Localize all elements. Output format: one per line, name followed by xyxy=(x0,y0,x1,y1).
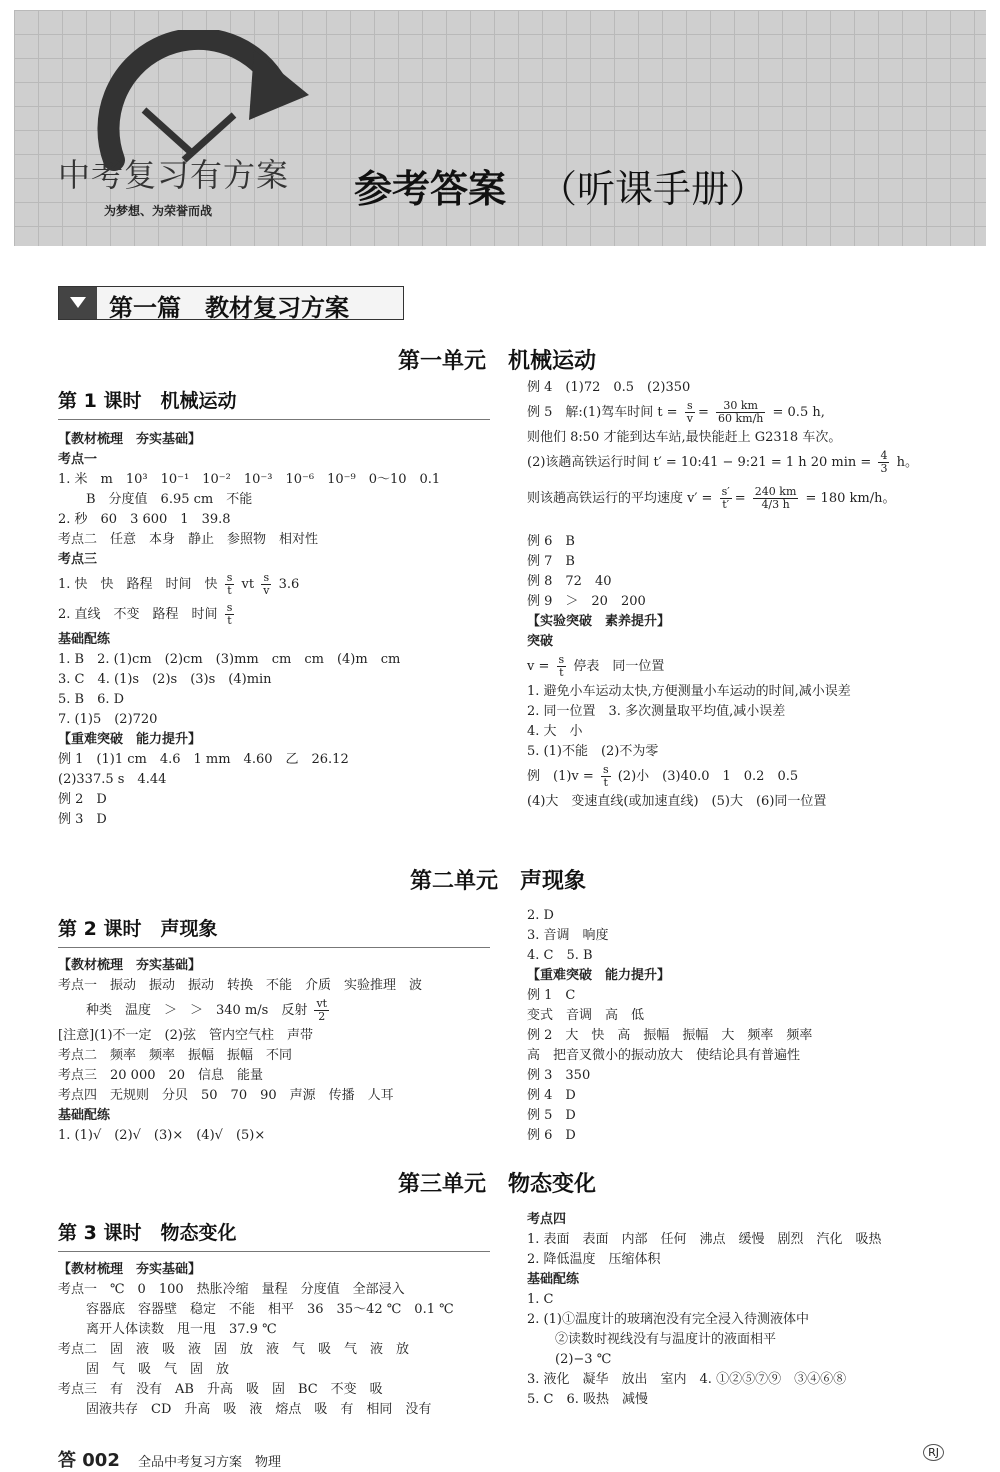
answer-line: B 分度值 6.95 cm 不能 xyxy=(86,492,253,507)
answer-line: 例 6 D xyxy=(527,1128,576,1143)
lesson-heading-2: 第 2 课时 声现象 xyxy=(58,914,490,948)
brand-slogan: 为梦想、为荣誉而战 xyxy=(104,204,213,218)
section-label: 基础配练 xyxy=(58,1108,111,1123)
answer-line: 考点四 无规则 分贝 50 70 90 声源 传播 人耳 xyxy=(58,1088,394,1103)
unit-heading-3: 第三单元 物态变化 xyxy=(398,1172,597,1197)
answer-line: 考点二 任意 本身 静止 参照物 相对性 xyxy=(58,532,319,547)
answer-line: 固 气 吸 气 固 放 xyxy=(86,1362,230,1377)
answer-line: 考点三 20 000 20 信息 能量 xyxy=(58,1068,264,1083)
lesson2-left-column xyxy=(58,956,422,1146)
answer-line: 例 2 D xyxy=(58,792,107,807)
answer-line: 2. 降低温度 压缩体积 xyxy=(527,1252,661,1267)
answer-line-fraction: 种类 温度 ＞ ＞ 340 m/s 反射 $\frac{vt}{2}$ xyxy=(86,997,328,1023)
page-footer xyxy=(58,1446,281,1472)
arrow-down-icon xyxy=(59,287,97,319)
answer-line: 3. C 4. (1)s (2)s (3)s (4)min xyxy=(58,672,272,687)
answer-line: 例 2 大 快 高 振幅 振幅 大 频率 频率 xyxy=(527,1028,813,1043)
answer-line: ②读数时视线没有与温度计的液面相平 xyxy=(555,1332,777,1347)
answer-line: 高 把音叉微小的振动放大 使结论具有普遍性 xyxy=(527,1048,801,1063)
answer-line: 例 3 350 xyxy=(527,1068,591,1083)
section-label: 基础配练 xyxy=(527,1272,580,1287)
answer-line: (2)−3 ℃ xyxy=(555,1352,612,1367)
answer-line: 1. 米 m 10³ 10⁻¹ 10⁻² 10⁻³ 10⁻⁶ 10⁻⁹ 0～10 0.1 xyxy=(58,472,441,487)
answer-line: 考点一 ℃ 0 100 热胀冷缩 量程 分度值 全部浸入 xyxy=(58,1282,405,1297)
answer-line: 考点三 有 没有 AB 升高 吸 固 BC 不变 吸 xyxy=(58,1382,383,1397)
answer-line: 离开人体读数 甩一甩 37.9 ℃ xyxy=(86,1322,277,1337)
answer-line: 例 3 D xyxy=(58,812,107,827)
answer-line: 变式 音调 高 低 xyxy=(527,1008,645,1023)
lesson3-right-column xyxy=(527,1210,882,1410)
part-title: 第一篇 教材复习方案 xyxy=(109,294,349,322)
answer-line: 例 4 D xyxy=(527,1088,576,1103)
answer-line: 固液共存 CD 升高 吸 液 熔点 吸 有 相同 没有 xyxy=(86,1402,432,1417)
answer-line: 4. C 5. B xyxy=(527,948,593,963)
answer-line-fraction: 2. 直线 不变 路程 时间 $\frac{s}{t}$ xyxy=(58,601,233,627)
answer-line: 考点二 固 液 吸 液 固 放 液 气 吸 气 液 放 xyxy=(58,1342,410,1357)
book-title: 全品中考复习方案 物理 xyxy=(137,1455,281,1470)
answer-line: 1. 表面 表面 内部 任何 沸点 缓慢 剧烈 汽化 吸热 xyxy=(527,1232,882,1247)
lesson3-left-column xyxy=(58,1260,454,1420)
answer-line: 考点一 振动 振动 振动 转换 不能 介质 实验推理 波 xyxy=(58,978,423,993)
edition-badge: RJ xyxy=(923,1444,944,1461)
section-label: 【重难突破 能力提升】 xyxy=(527,968,671,983)
answer-line: [注意](1)不一定 (2)弦 管内空气柱 声带 xyxy=(58,1028,313,1043)
section-label: 【教材梳理 夯实基础】 xyxy=(58,958,202,973)
lesson1-right-column xyxy=(527,378,918,812)
answer-line: 2. D xyxy=(527,908,554,923)
page-number: 答 002 xyxy=(58,1450,120,1471)
brand-name: 中考复习有方案 xyxy=(58,156,290,194)
answer-line: 例 6 B xyxy=(527,534,575,549)
answer-line-fraction: 例 5 解:(1)驾车时间 t = $\frac{s}{v}$ = $\frac{30 km}{60 km/h}$ = 0.5 h, xyxy=(527,399,825,425)
answer-line: 2. 同一位置 3. 多次测量取平均值,减小误差 xyxy=(527,704,786,719)
answer-line: 例 8 72 40 xyxy=(527,574,612,589)
part-heading xyxy=(58,286,404,320)
lesson2-right-column xyxy=(527,906,812,1146)
point-label: 突破 xyxy=(527,634,554,649)
answer-line: 例 1 C xyxy=(527,988,576,1003)
point-label: 考点一 xyxy=(58,452,98,467)
answer-line: 则他们 8:50 才能到达车站,最快能赶上 G2318 车次。 xyxy=(527,430,842,445)
answer-line: 1. (1)√ (2)√ (3)× (4)√ (5)× xyxy=(58,1128,266,1143)
unit-heading-1: 第一单元 机械运动 xyxy=(398,349,597,374)
answer-line: 7. (1)5 (2)720 xyxy=(58,712,158,727)
answer-line: 2. (1)①温度计的玻璃泡没有完全浸入待测液体中 xyxy=(527,1312,809,1327)
point-label: 考点四 xyxy=(527,1212,567,1227)
answer-line-fraction: 则该趟高铁运行的平均速度 v′ = $\frac{s'}{t'}$ = $\frac{240 km}{4/3 h}$ = 180 km/h。 xyxy=(527,485,896,511)
lesson-heading-1: 第 1 课时 机械运动 xyxy=(58,386,490,420)
answer-line-fraction: 例 (1)v = $\frac{s}{t}$ (2)小 (3)40.0 1 0.2 0.5 xyxy=(527,763,799,789)
answer-line: 例 5 D xyxy=(527,1108,576,1123)
answer-line: 1. 避免小车运动太快,方便测量小车运动的时间,减小误差 xyxy=(527,684,851,699)
answer-line: 5. B 6. D xyxy=(58,692,125,707)
answer-line: 例 9 ＞ 20 200 xyxy=(527,594,646,609)
answer-line-fraction: (2)该趟高铁运行时间 t′ = 10:41 − 9:21 = 1 h 20 min = $\frac{4}{3}$ h。 xyxy=(527,449,918,475)
answer-line: 4. 大 小 xyxy=(527,724,583,739)
answer-line: (2)337.5 s 4.44 xyxy=(58,772,167,787)
unit-heading-2: 第二单元 声现象 xyxy=(410,869,587,894)
answer-line: 例 4 (1)72 0.5 (2)350 xyxy=(527,380,691,395)
answer-line: (4)大 变速直线(或加速直线) (5)大 (6)同一位置 xyxy=(527,794,827,809)
answer-line: 3. 液化 凝华 放出 室内 4. ①②⑤⑦⑨ ③④⑥⑧ xyxy=(527,1372,847,1387)
point-label: 考点三 xyxy=(58,552,98,567)
section-label: 【实验突破 素养提升】 xyxy=(527,614,671,629)
answer-line: 5. (1)不能 (2)不为零 xyxy=(527,744,659,759)
answer-line-fraction: v = $\frac{s}{t}$ 停表 同一位置 xyxy=(527,653,665,679)
answer-line: 例 7 B xyxy=(527,554,575,569)
answer-line: 1. C xyxy=(527,1292,554,1307)
answer-line: 容器底 容器壁 稳定 不能 相平 36 35～42 ℃ 0.1 ℃ xyxy=(86,1302,454,1317)
page-title: 参考答案 xyxy=(354,167,507,211)
section-label: 【教材梳理 夯实基础】 xyxy=(58,432,202,447)
answer-line-fraction: 1. 快 快 路程 时间 快 $\frac{s}{t}$ vt $\frac{s}{v}$ 3.6 xyxy=(58,571,300,597)
lesson-heading-3: 第 3 课时 物态变化 xyxy=(58,1218,490,1252)
answer-line: 考点二 频率 频率 振幅 振幅 不同 xyxy=(58,1048,293,1063)
answer-line: 3. 音调 响度 xyxy=(527,928,609,943)
answer-line: 2. 秒 60 3 600 1 39.8 xyxy=(58,512,231,527)
section-label: 基础配练 xyxy=(58,632,111,647)
header-banner xyxy=(14,10,986,246)
answer-line: 例 1 (1)1 cm 4.6 1 mm 4.60 乙 26.12 xyxy=(58,752,349,767)
page-subtitle: （听课手册） xyxy=(539,167,768,211)
section-label: 【教材梳理 夯实基础】 xyxy=(58,1262,202,1277)
answer-line: 5. C 6. 吸热 减慢 xyxy=(527,1392,649,1407)
answer-line: 1. B 2. (1)cm (2)cm (3)mm cm cm (4)m cm xyxy=(58,652,401,667)
lesson1-left-column xyxy=(58,430,440,830)
section-label: 【重难突破 能力提升】 xyxy=(58,732,202,747)
